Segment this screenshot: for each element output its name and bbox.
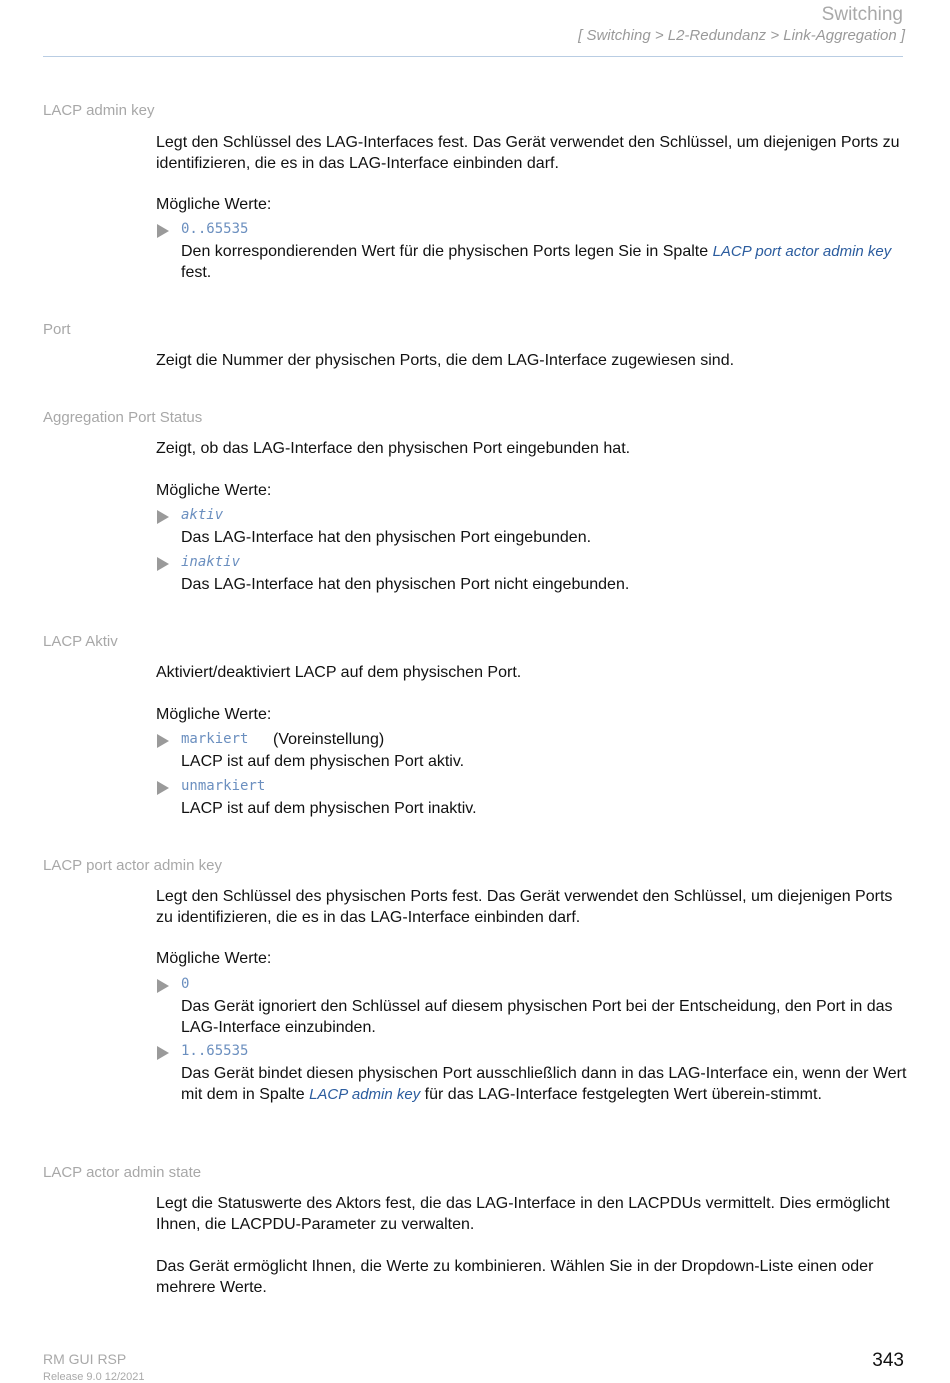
value-code: 1..65535 — [181, 1043, 249, 1059]
value-code: unmarkiert — [181, 778, 266, 794]
value-description: Das LAG-Interface hat den physischen Port nicht eingebunden. — [181, 576, 630, 593]
actor-state-description: Legt die Statuswerte des Aktors fest, die das LAG-Interface in den LACPDUs vermittelt. Dies ermöglicht Ihnen, die LACPDU-Parameter zu verwalten. — [156, 1195, 890, 1233]
value-description: Das Gerät ignoriert den Schlüssel auf diesem physischen Port bei der Entscheidung, den Port in das LAG-Interface einzubinden. — [181, 998, 893, 1036]
section-label-lacp-aktiv: LACP Aktiv — [43, 633, 118, 650]
port-description: Zeigt die Nummer der physischen Ports, die dem LAG-Interface zugewiesen sind. — [156, 352, 735, 369]
value-description: Das Gerät bindet diesen physischen Port ausschließlich dann in das LAG-Interface ein, wenn der Wert mit dem in Spalte LACP admin key für das LAG-Interface festgelegten Wert überein-stimmt. — [181, 1065, 907, 1103]
bullet-triangle-icon — [157, 557, 169, 571]
link-lacp-admin-key[interactable]: LACP admin key — [309, 1086, 421, 1103]
section-label-lacp-port-actor-admin-key: LACP port actor admin key — [43, 857, 222, 874]
admin-key-description: Legt den Schlüssel des LAG-Interfaces fest. Das Gerät verwendet den Schlüssel, um diejenigen Ports zu identifizieren, die es in das LAG-Interface einbinden darf. — [156, 134, 900, 172]
admin-key-possible-values-label: Mögliche Werte: — [156, 196, 272, 213]
value-code: 0..65535 — [181, 221, 249, 237]
footer-product: RM GUI RSP — [43, 1351, 127, 1367]
default-note: (Voreinstellung) — [273, 731, 385, 748]
value-description: Den korrespondierenden Wert für die physischen Ports legen Sie in Spalte LACP port actor admin key fest. — [181, 243, 892, 281]
page-number: 343 — [872, 1350, 904, 1371]
value-code: markiert — [181, 731, 249, 747]
value-code: 0 — [181, 976, 190, 992]
bullet-triangle-icon — [157, 734, 169, 748]
agg-status-description: Zeigt, ob das LAG-Interface den physischen Port eingebunden hat. — [156, 440, 631, 457]
link-lacp-port-actor-admin-key[interactable]: LACP port actor admin key — [712, 243, 892, 260]
value-code: aktiv — [181, 507, 224, 523]
breadcrumb: [ Switching > L2-Redundanz > Link-Aggregation ] — [578, 27, 905, 44]
bullet-triangle-icon — [157, 979, 169, 993]
actor-state-combine-note: Das Gerät ermöglicht Ihnen, die Werte zu kombinieren. Wählen Sie in der Dropdown-Liste einen oder mehrere Werte. — [156, 1258, 874, 1296]
header-divider — [43, 56, 903, 57]
port-actor-key-possible-values-label: Mögliche Werte: — [156, 950, 272, 967]
port-actor-key-description: Legt den Schlüssel des physischen Ports fest. Das Gerät verwendet den Schlüssel, um diejenigen Ports zu identifizieren, die es in das LAG-Interface einbinden darf. — [156, 888, 893, 926]
bullet-triangle-icon — [157, 781, 169, 795]
value-description: Das LAG-Interface hat den physischen Port eingebunden. — [181, 529, 592, 546]
page-header-title: Switching — [821, 4, 903, 25]
section-label-aggregation-port-status: Aggregation Port Status — [43, 409, 203, 426]
value-description: LACP ist auf dem physischen Port aktiv. — [181, 753, 465, 770]
section-label-port: Port — [43, 321, 71, 338]
value-description: LACP ist auf dem physischen Port inaktiv. — [181, 800, 477, 817]
bullet-triangle-icon — [157, 510, 169, 524]
lacp-aktiv-description: Aktiviert/deaktiviert LACP auf dem physischen Port. — [156, 664, 522, 681]
section-label-lacp-admin-key: LACP admin key — [43, 102, 155, 119]
lacp-aktiv-possible-values-label: Mögliche Werte: — [156, 706, 272, 723]
section-label-lacp-actor-admin-state: LACP actor admin state — [43, 1164, 202, 1181]
footer-release: Release 9.0 12/2021 — [43, 1371, 145, 1383]
value-code: inaktiv — [181, 554, 241, 570]
agg-status-possible-values-label: Mögliche Werte: — [156, 482, 272, 499]
bullet-triangle-icon — [157, 1046, 169, 1060]
bullet-triangle-icon — [157, 224, 169, 238]
